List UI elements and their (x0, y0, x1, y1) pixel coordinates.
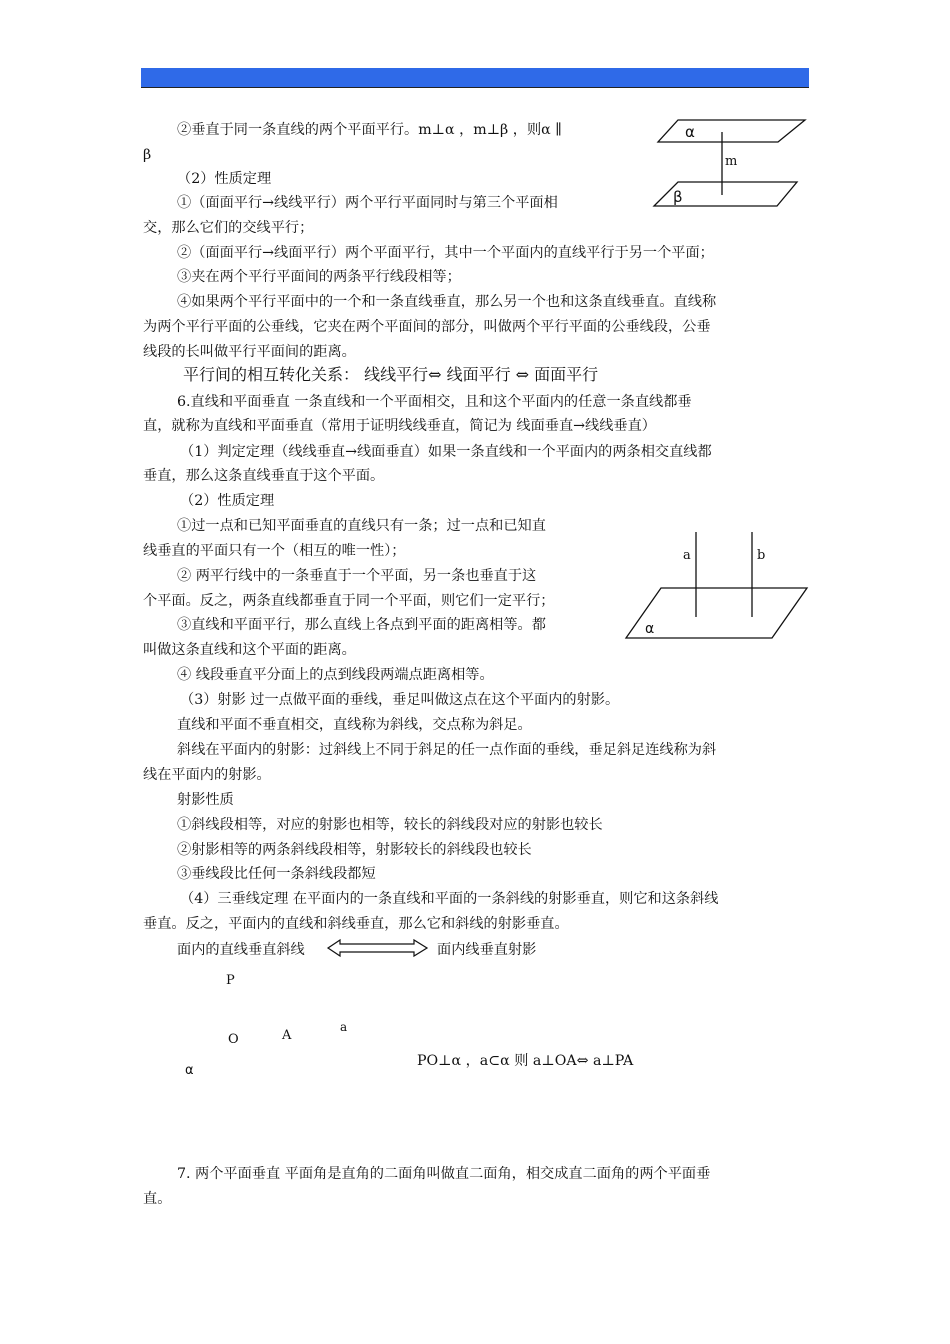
point-o-label: O (228, 1032, 239, 1047)
header-bar (141, 68, 809, 87)
text-line: 7. 两个平面垂直 平面角是直角的二面角叫做直二面角，相交成直二面角的两个平面垂 (177, 1166, 711, 1182)
text-line: ①过一点和已知平面垂直的直线只有一条；过一点和已知直 (177, 518, 546, 534)
text-line: 线垂直的平面只有一个（相互的唯一性）； (143, 543, 406, 559)
text-line: 叫做这条直线和这个平面的距离。 (143, 642, 356, 658)
text-line: ② 两平行线中的一条垂直于一个平面，另一条也垂直于这 (177, 568, 537, 584)
text-line: （2）性质定理 (180, 493, 275, 509)
text-line: 面内的直线垂直斜线 (177, 942, 305, 958)
text-line: 线段的长叫做平行平面间的距离。 (143, 344, 356, 360)
text-line: ①（面面平行→线线平行）两个平行平面同时与第三个平面相 (177, 195, 558, 211)
three-perpendiculars-formula: PO⊥α ，a⊂α 则 a⊥OA⇔ a⊥PA (417, 1053, 634, 1069)
text-line: 斜线在平面内的射影：过斜线上不同于斜足的任一点作面的垂线，垂足斜足连线称为斜 (177, 742, 717, 758)
text-line: 直，就称为直线和平面垂直（常用于证明线线垂直，简记为 线面垂直→线线垂直） (143, 418, 656, 434)
text-line: ③夹在两个平行平面间的两条平行线段相等； (177, 269, 461, 285)
text-line: 平行间的相互转化关系： 线线平行⇔ 线面平行 ⇔ 面面平行 (183, 365, 599, 384)
text-line: 交，那么它们的交线平行； (143, 220, 314, 236)
m-label: m (725, 154, 738, 169)
beta-label: β (673, 188, 683, 206)
text-line: ②垂直于同一条直线的两个平面平行。m⊥α ，m⊥β ，则α ∥ (177, 122, 562, 138)
line-b-label: b (757, 548, 766, 563)
text-line: ②射影相等的两条斜线段相等，射影较长的斜线段也较长 (177, 842, 532, 858)
line-a-label: a (683, 548, 691, 563)
text-line: ②（面面平行→线面平行）两个平面平行，其中一个平面内的直线平行于另一个平面； (177, 245, 714, 261)
text-line: ③垂线段比任何一条斜线段都短 (177, 866, 376, 882)
text-line: 射影性质 (177, 792, 234, 808)
text-line: 6.直线和平面垂直 一条直线和一个平面相交，且和这个平面内的任意一条直线都垂 (177, 394, 692, 410)
text-line: β (143, 147, 152, 163)
alpha-label: α (685, 123, 695, 141)
text-line: ④ 线段垂直平分面上的点到线段两端点距离相等。 (177, 667, 494, 683)
point-a-label: A (282, 1028, 292, 1043)
header-rule (141, 87, 809, 88)
text-line: 垂直。反之，平面内的直线和斜线垂直，那么它和斜线的射影垂直。 (143, 916, 569, 932)
line-a-label: a (340, 1020, 348, 1034)
plane-alpha-label: α (185, 1063, 194, 1078)
text-line: 直。 (143, 1191, 172, 1207)
text-line: （1）判定定理（线线垂直→线面垂直）如果一条直线和一个平面内的两条相交直线都 (180, 444, 712, 460)
text-line: 线在平面内的射影。 (143, 767, 271, 783)
text-line: ①斜线段相等，对应的射影也相等，较长的斜线段对应的射影也较长 (177, 817, 603, 833)
text-line: 垂直，那么这条直线垂直于这个平面。 (143, 468, 385, 484)
text-line: ④如果两个平行平面中的一个和一条直线垂直，那么另一个也和这条直线垂直。直线称 (177, 294, 717, 310)
text-line: 个平面。反之，两条直线都垂直于同一个平面，则它们一定平行； (143, 593, 555, 609)
text-line: （4）三垂线定理 在平面内的一条直线和平面的一条斜线的射影垂直，则它和这条斜线 (180, 891, 719, 907)
text-line: （3）射影 过一点做平面的垂线，垂足叫做这点在这个平面内的射影。 (180, 692, 620, 708)
text-line: 直线和平面不垂直相交，直线称为斜线，交点称为斜足。 (177, 717, 532, 733)
text-line: （2）性质定理 (177, 171, 272, 187)
plane-alpha-label: α (645, 621, 655, 637)
point-p-label: P (226, 973, 235, 988)
text-line: ③直线和平面平行，那么直线上各点到平面的距离相等。都 (177, 617, 546, 633)
text-line: 面内线垂直射影 (437, 942, 537, 958)
double-arrow-icon (327, 938, 429, 958)
text-line: 为两个平行平面的公垂线，它夹在两个平面间的部分，叫做两个平行平面的公垂线段，公垂 (143, 319, 711, 335)
